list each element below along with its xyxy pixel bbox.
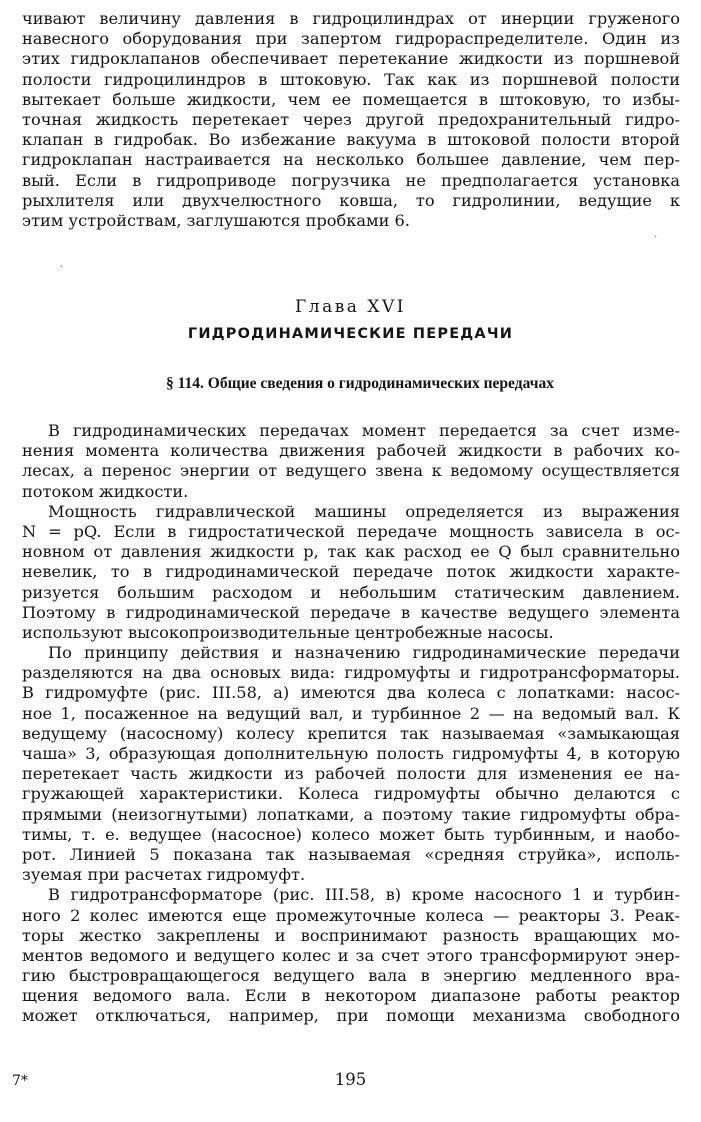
text-line: навесного оборудования при запертом гидрораспределителе. Один из (22, 29, 680, 49)
text-line: рыхлителя или двухчелюстного ковша, то гидролинии, ведущие к (22, 190, 680, 210)
text-line: точная жидкость перетекает через другой предохранительный гидро- (22, 109, 680, 129)
paragraph-continued (22, 9, 680, 231)
text-line: По принципу действия и назначению гидродинамические передачи (48, 643, 680, 663)
section-heading: § 114. Общие сведения о гидродинамических передачах (166, 375, 554, 392)
text-line: ного 2 колес имеются еще промежуточные колеса — реакторы 3. Реак- (22, 905, 680, 925)
text-line: торы жестко закреплены и воспринимают разность вращающих мо- (22, 925, 680, 945)
text-line: новном от давления жидкости p, так как расход ее Q был сравнительно (22, 542, 680, 562)
text-line: прямыми (неизогнутыми) лопатками, а поэтому такие гидромуфты обра- (22, 804, 680, 824)
chapter-label: Глава XVI (295, 297, 406, 317)
text-line: клапан в гидробак. Во избежание вакуума в штоковой полости второй (22, 130, 680, 150)
page-number: 195 (334, 1070, 367, 1089)
text-line: В гидродинамических передачах момент передается за счет изме- (48, 421, 680, 440)
text-line: N = pQ. Если в гидростатической передаче мощность зависела в ос- (22, 521, 680, 541)
text-line: ведущему (насосному) колесу крепится так называемая «замыкающая (22, 723, 680, 743)
text-line: вытекает больше жидкости, чем ее помещается в штоковую, то избы- (22, 89, 680, 109)
text-line: лесах, а перенос энергии от ведущего звена к ведомому осуществляется (22, 461, 680, 481)
text-line: В гидромуфте (рис. III.58, а) имеются два колеса с лопатками: насос- (22, 683, 680, 703)
scan-speck: · (60, 262, 64, 273)
text-line: разделяются на два основых вида: гидромуфты и гидротрансформаторы. (22, 663, 680, 683)
text-line: рот. Линией 5 показана так называемая «средняя струйка», исполь- (22, 844, 680, 864)
text-line: этих гидроклапанов обеспечивает перетекание жидкости из поршневой (22, 49, 680, 69)
text-line: гидроклапан настраивается на несколько большее давление, чем пер- (22, 150, 680, 170)
text-line: нения момента количества движения рабочей жидкости в рабочих ко- (22, 441, 680, 461)
text-line: невелик, то в гидродинамической передаче поток жидкости характе- (22, 562, 680, 582)
text-line: тимы, т. е. ведущее (насосное) колесо может быть турбинным, и наобо- (22, 824, 680, 844)
text-line: гружающей характеристики. Колеса гидромуфты обычно делаются с (22, 784, 680, 804)
text-line: Мощность гидравлической машины определяется из выражения (48, 501, 680, 521)
text-line: полости гидроцилиндров в штоковую. Так как из поршневой полости (22, 69, 680, 89)
text-line: вый. Если в гидроприводе погрузчика не предполагается установка (22, 170, 680, 190)
text-line: используют высокопроизводительные центробежные насосы. (22, 622, 554, 642)
signature-mark: 7* (12, 1073, 28, 1089)
text-line: ное 1, посаженное на ведущий вал, и турбинное 2 — на ведомый вал. К (22, 703, 680, 723)
text-line: перетекает часть жидкости из рабочей полости для изменения ее на- (22, 764, 680, 784)
text-line: ментов ведомого и ведущего колес и за счет этого трансформируют энер- (22, 945, 680, 965)
text-line: гию быстровращающегося ведущего вала в энергию медленного вра- (22, 966, 680, 986)
text-line: чаша» 3, образующая дополнительную полость гидромуфты 4, в которую (22, 744, 680, 763)
chapter-title: ГИДРОДИНАМИЧЕСКИЕ ПЕРЕДАЧИ (187, 326, 514, 342)
text-line: Поэтому в гидродинамической передаче в качестве ведущего элемента (22, 602, 680, 622)
text-line: щения ведомого вала. Если в некотором диапазоне работы реактор (22, 986, 680, 1006)
text-line: ризуется большим расходом и небольшим статическим давлением. (22, 582, 680, 602)
text-line: В гидротрансформаторе (рис. III.58, в) кроме насосного 1 и турбин- (48, 885, 680, 905)
section-body (22, 421, 680, 1027)
scan-speck: · (654, 232, 658, 243)
text-line: потоком жидкости. (22, 481, 189, 501)
text-line: чивают величину давления в гидроцилиндрах от инерции груженого (22, 9, 680, 28)
text-line: зуемая при расчетах гидромуфт. (22, 865, 306, 885)
text-line: этим устройствам, заглушаются пробками 6. (22, 210, 410, 230)
text-line: может отключаться, например, при помощи механизма свободного (22, 1006, 680, 1026)
